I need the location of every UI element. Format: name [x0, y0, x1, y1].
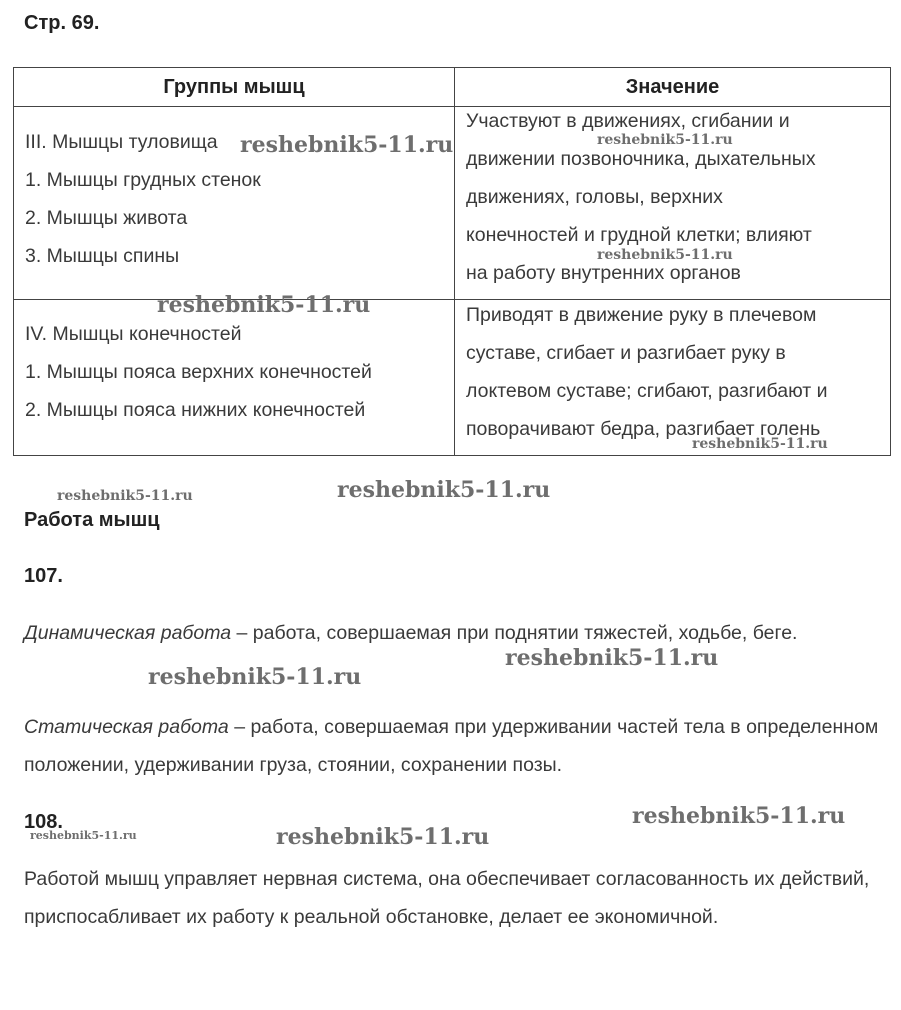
meaning-line: Приводят в движение руку в плечевом [466, 304, 817, 326]
group-line: 1. Мышцы грудных стенок [25, 169, 261, 191]
meaning-line: конечностей и грудной клетки; влияют [466, 224, 812, 246]
meaning-line: локтевом суставе; сгибают, разгибают и [466, 380, 828, 402]
watermark: reshebnik5-11.ru [597, 132, 733, 148]
meaning-line: движениях, головы, верхних [466, 186, 723, 208]
group-line: III. Мышцы туловища [25, 131, 218, 153]
header-meaning: Значение [455, 68, 891, 107]
static-work-definition: – работа, совершаемая при удерживании частей тела в определенном положении, удерживании груза, стоянии, сохранении позы. [24, 716, 879, 776]
section-title: Работа мышц [24, 509, 160, 531]
group-line: 1. Мышцы пояса верхних конечностей [25, 361, 372, 383]
watermark: reshebnik5-11.ru [148, 664, 362, 690]
static-work-term: Статическая работа [24, 716, 229, 738]
watermark: reshebnik5-11.ru [157, 292, 371, 318]
meaning-line: Участвуют в движениях, сгибании и [466, 110, 790, 132]
static-work-paragraph [24, 708, 884, 784]
watermark: reshebnik5-11.ru [337, 477, 551, 503]
group-line: 3. Мышцы спины [25, 245, 180, 267]
watermark: reshebnik5-11.ru [57, 488, 193, 504]
watermark: reshebnik5-11.ru [276, 824, 490, 850]
task-number-107: 107. [24, 565, 63, 587]
watermark: reshebnik5-11.ru [597, 247, 733, 263]
task-number-108: 108. [24, 811, 63, 833]
meaning-cell [455, 300, 891, 456]
dynamic-work-paragraph [24, 614, 884, 652]
meaning-line: суставе, сгибает и разгибает руку в [466, 342, 786, 364]
watermark: reshebnik5-11.ru [692, 436, 828, 452]
groups-cell [14, 300, 455, 456]
meaning-line: движении позвоночника, дыхательных [466, 148, 816, 170]
meaning-line: поворачивают бедра, разгибает голень [466, 418, 821, 440]
dynamic-work-definition: – работа, совершаемая при поднятии тяжестей, ходьбе, беге. [231, 622, 798, 644]
muscle-groups-table [13, 67, 891, 456]
dynamic-work-term: Динамическая работа [24, 622, 232, 644]
page-label: Стр. 69. [24, 12, 100, 34]
task-108-paragraph: Работой мышц управляет нервная система, она обеспечивает согласованность их действий, приспосабливает их работу к реальной обстановке, делает ее экономичной. [24, 868, 870, 928]
watermark: reshebnik5-11.ru [30, 829, 137, 842]
group-line: IV. Мышцы конечностей [25, 323, 242, 345]
header-groups: Группы мышц [14, 68, 455, 107]
watermark: reshebnik5-11.ru [240, 132, 454, 158]
group-line: 2. Мышцы пояса нижних конечностей [25, 399, 366, 421]
watermark: reshebnik5-11.ru [505, 645, 719, 671]
table-header-row [14, 68, 891, 107]
watermark: reshebnik5-11.ru [632, 803, 846, 829]
table-row [14, 300, 891, 456]
group-line: 2. Мышцы живота [25, 207, 188, 229]
meaning-line: на работу внутренних органов [466, 262, 741, 284]
